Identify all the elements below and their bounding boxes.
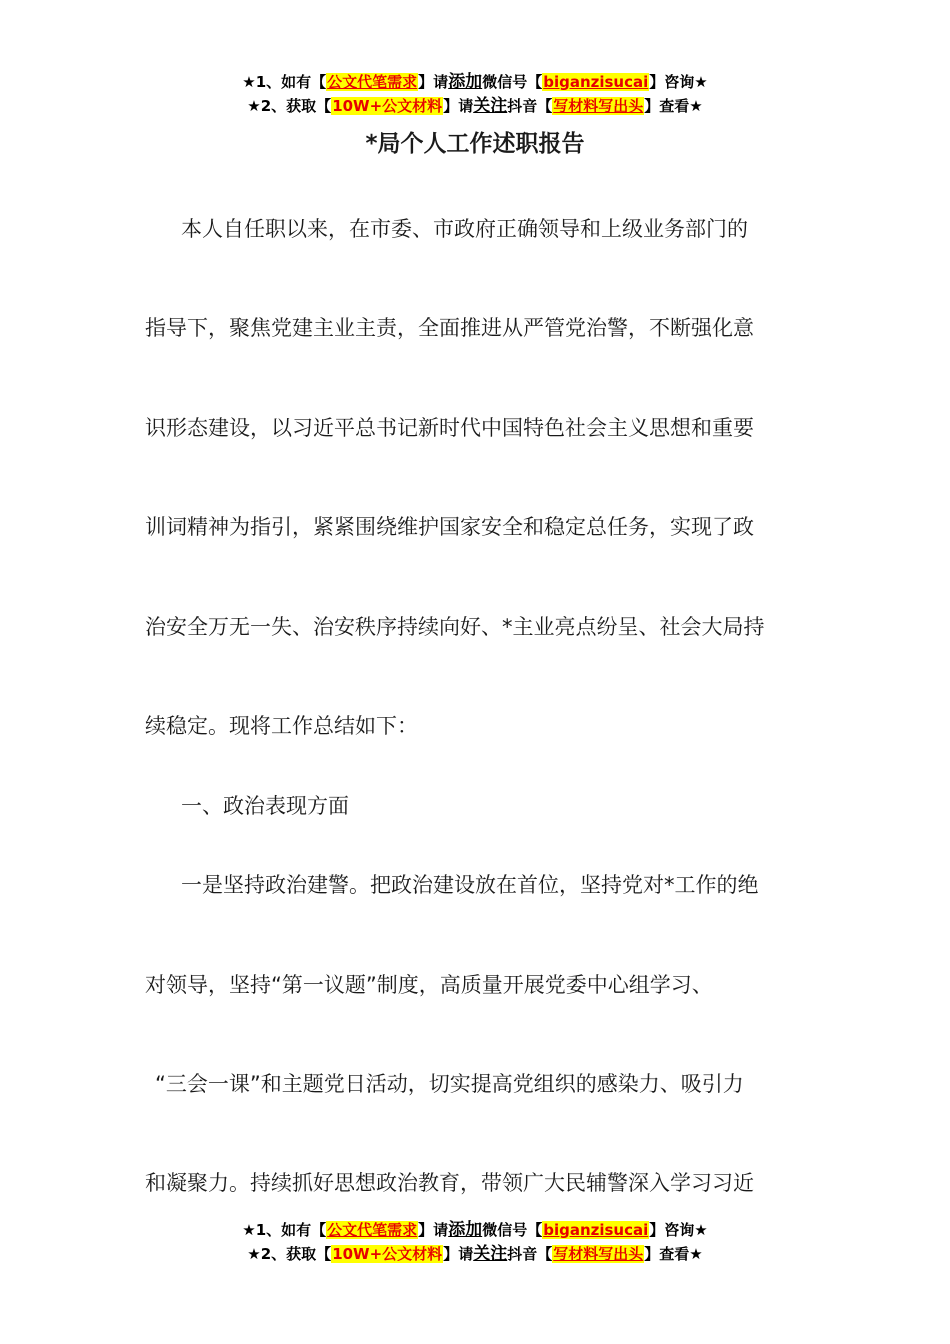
service-highlight: 公文代笔需求 <box>327 73 418 91</box>
wechat-id: biganzisucai <box>543 1221 649 1239</box>
body-line: 一是坚持政治建警。把政治建设放在首位，坚持党对*工作的绝 <box>181 873 759 897</box>
promo-banner-top <box>0 70 950 118</box>
promo-line-2: ★2、获取【10W+公文材料】请关注抖音【写材料写出头】查看★ <box>247 1244 703 1264</box>
document-title: *局个人工作述职报告 <box>365 131 585 157</box>
wechat-id: biganzisucai <box>543 73 649 91</box>
body-line: 治安全万无一失、治安秩序持续向好、*主业亮点纷呈、社会大局持 <box>145 615 765 639</box>
body-line: 指导下，聚焦党建主业主责，全面推进从严管党治警，不断强化意 <box>145 316 754 340</box>
body-line: 训词精神为指引，紧紧围绕维护国家安全和稳定总任务，实现了政 <box>145 515 754 539</box>
body-line: 识形态建设，以习近平总书记新时代中国特色社会主义思想和重要 <box>145 416 754 440</box>
douyin-account: 写材料写出头 <box>553 1245 644 1263</box>
promo-banner-bottom <box>0 1218 950 1266</box>
body-line: 续稳定。现将工作总结如下： <box>145 714 418 738</box>
promo-line-2: ★2、获取【10W+公文材料】请关注抖音【写材料写出头】查看★ <box>247 96 703 116</box>
materials-highlight: 10W+公文材料 <box>332 1245 443 1263</box>
promo-line-1: ★1、如有【公文代笔需求】请添加微信号【biganzisucai】咨询★ <box>242 1220 708 1240</box>
body-line: 和凝聚力。持续抓好思想政治教育，带领广大民辅警深入学习习近 <box>145 1171 754 1195</box>
douyin-account: 写材料写出头 <box>553 97 644 115</box>
materials-highlight: 10W+公文材料 <box>332 97 443 115</box>
service-highlight: 公文代笔需求 <box>327 1221 418 1239</box>
body-line: 本人自任职以来，在市委、市政府正确领导和上级业务部门的 <box>181 217 748 241</box>
body-line: 对领导，坚持“第一议题”制度，高质量开展党委中心组学习、 <box>145 973 713 997</box>
body-line: “三会一课”和主题党日活动，切实提高党组织的感染力、吸引力 <box>155 1072 744 1096</box>
section-heading: 一、政治表现方面 <box>181 794 349 818</box>
promo-line-1: ★1、如有【公文代笔需求】请添加微信号【biganzisucai】咨询★ <box>242 72 708 92</box>
